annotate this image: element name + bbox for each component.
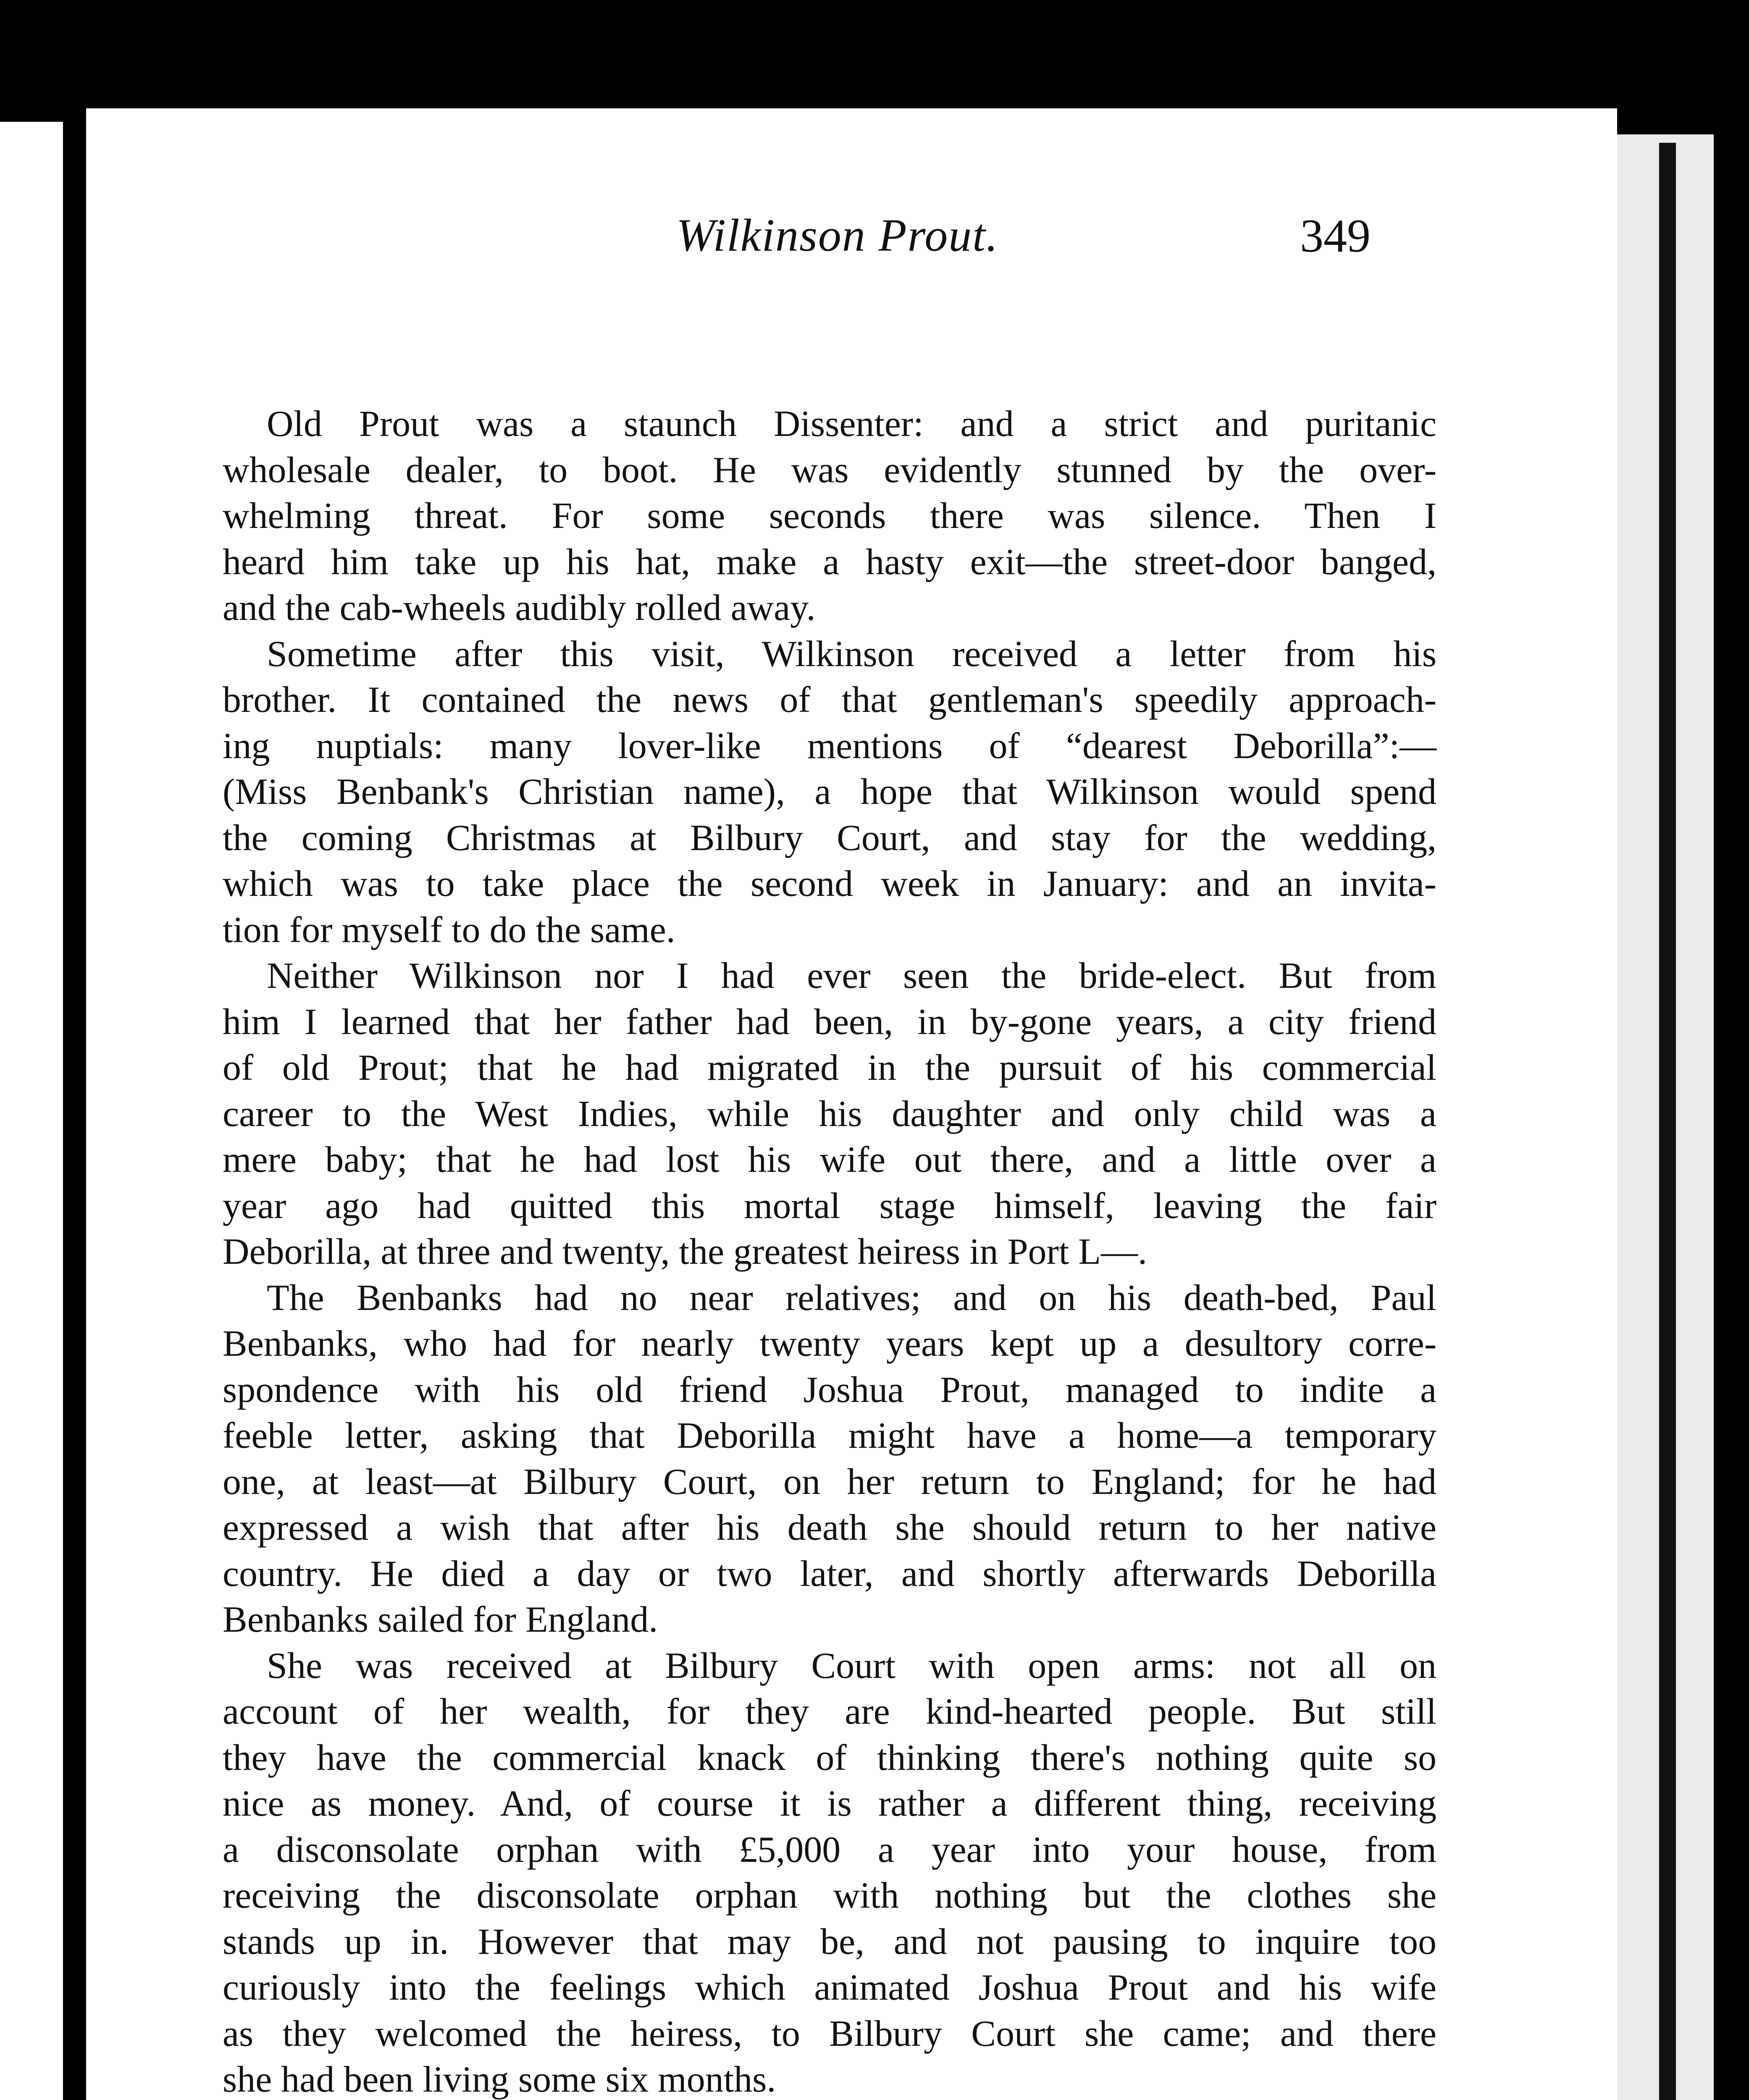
text-line: and the cab-wheels audibly rolled away. bbox=[223, 588, 816, 628]
text-line: Sometime after this visit, Wilkinson received a letter from his bbox=[267, 633, 1436, 675]
text-line: career to the West Indies, while his daughter and only child was a bbox=[223, 1093, 1436, 1134]
text-line: him I learned that her father had been, in by-gone years, a city friend bbox=[223, 1001, 1436, 1042]
body-text bbox=[223, 401, 1436, 2100]
running-title: Wilkinson Prout. bbox=[676, 210, 999, 261]
text-line: a disconsolate orphan with £5,000 a year into your house, from bbox=[223, 1829, 1436, 1870]
gutter-shadow bbox=[63, 109, 88, 2100]
text-line: mere baby; that he had lost his wife out there, and a little over a bbox=[223, 1139, 1436, 1180]
text-line: She was received at Bilbury Court with open arms: not all on bbox=[267, 1645, 1436, 1686]
text-line: feeble letter, asking that Deborilla might have a home—a temporary bbox=[223, 1415, 1436, 1456]
page-edge-shadow bbox=[1659, 143, 1676, 2100]
text-line: tion for myself to do the same. bbox=[223, 909, 675, 950]
text-line: nice as money. And, of course it is rather a different thing, receiving bbox=[223, 1783, 1436, 1824]
facing-page-edge bbox=[0, 122, 63, 2100]
text-line: year ago had quitted this mortal stage himself, leaving the fair bbox=[223, 1185, 1436, 1226]
text-line: stands up in. However that may be, and not pausing to inquire too bbox=[223, 1921, 1436, 1962]
text-line: the coming Christmas at Bilbury Court, and stay for the wedding, bbox=[223, 817, 1436, 858]
text-line: heard him take up his hat, make a hasty exit—the street-door banged, bbox=[223, 541, 1436, 583]
text-line: spondence with his old friend Joshua Prout, managed to indite a bbox=[223, 1369, 1436, 1410]
text-line: Old Prout was a staunch Dissenter: and a strict and puritanic bbox=[267, 404, 1436, 444]
text-line: receiving the disconsolate orphan with nothing but the clothes she bbox=[223, 1875, 1436, 1916]
text-line: of old Prout; that he had migrated in the pursuit of his commercial bbox=[223, 1047, 1436, 1088]
page-number: 349 bbox=[1300, 210, 1371, 262]
text-line: as they welcomed the heiress, to Bilbury Court she came; and there bbox=[223, 2013, 1436, 2054]
text-line: Benbanks sailed for England. bbox=[223, 1599, 658, 1640]
text-line: brother. It contained the news of that gentleman's speedily approach- bbox=[223, 680, 1436, 720]
text-line: they have the commercial knack of thinking there's nothing quite so bbox=[223, 1737, 1436, 1778]
text-line: one, at least—at Bilbury Court, on her return to England; for he had bbox=[223, 1461, 1436, 1502]
text-line: ing nuptials: many lover-like mentions of “dearest Deborilla”:— bbox=[223, 725, 1436, 766]
text-line: wholesale dealer, to boot. He was evidently stunned by the over- bbox=[223, 449, 1436, 491]
text-line: which was to take place the second week in January: and an invita- bbox=[223, 864, 1436, 904]
text-line: curiously into the feelings which animated Joshua Prout and his wife bbox=[223, 1967, 1436, 2008]
text-line: (Miss Benbank's Christian name), a hope that Wilkinson would spend bbox=[223, 772, 1436, 812]
text-line: account of her wealth, for they are kind-hearted people. But still bbox=[223, 1691, 1436, 1732]
text-line: Benbanks, who had for nearly twenty years kept up a desultory corre- bbox=[223, 1323, 1436, 1364]
text-line: expressed a wish that after his death she should return to her native bbox=[223, 1507, 1436, 1548]
text-line: The Benbanks had no near relatives; and on his death-bed, Paul bbox=[267, 1277, 1436, 1318]
text-line: Deborilla, at three and twenty, the greatest heiress in Port L—. bbox=[223, 1231, 1147, 1272]
text-line: Neither Wilkinson nor I had ever seen the bride-elect. But from bbox=[267, 956, 1436, 996]
text-line: she had been living some six months. bbox=[223, 2059, 776, 2100]
text-line: country. He died a day or two later, and shortly afterwards Deborilla bbox=[223, 1553, 1436, 1594]
text-line: whelming threat. For some seconds there was silence. Then I bbox=[223, 496, 1436, 536]
